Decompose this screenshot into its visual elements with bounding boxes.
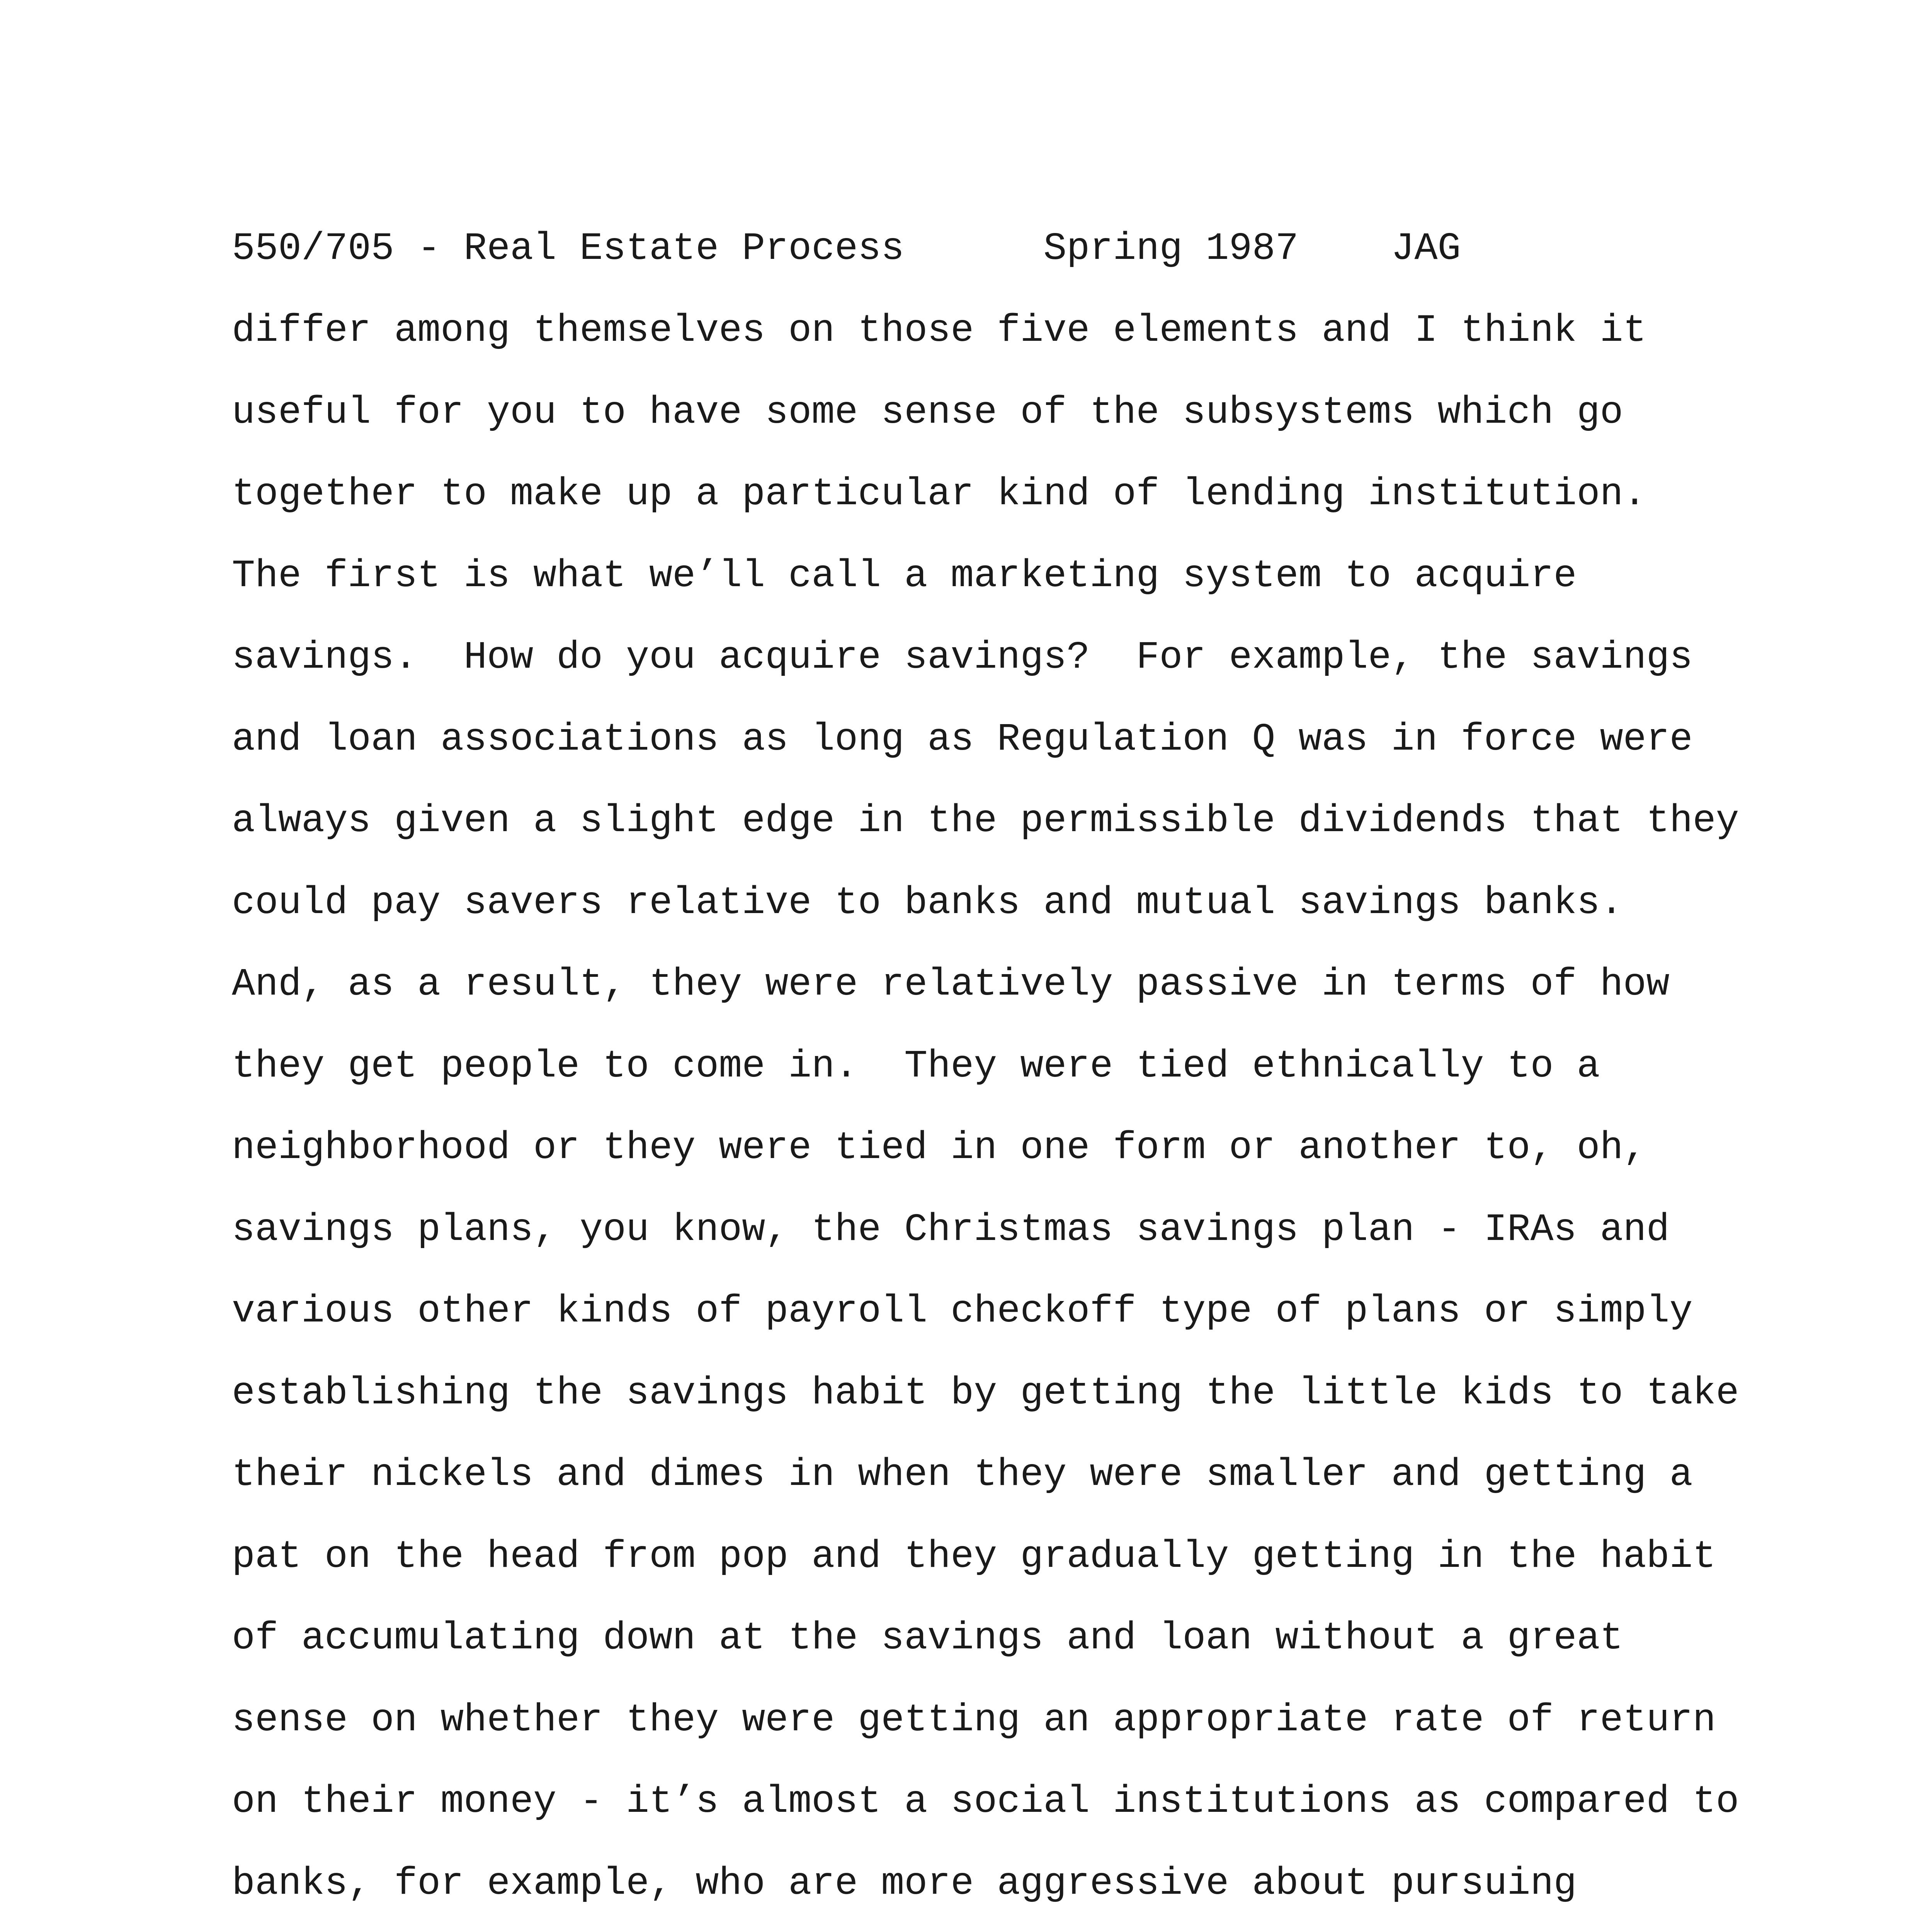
page-header: [232, 226, 1461, 272]
text-line: banks, for example, who are more aggressive about pursuing: [232, 1862, 1577, 1906]
text-line: of accumulating down at the savings and loan without a great: [232, 1617, 1623, 1660]
header-course: 550/705 - Real Estate Process: [232, 227, 905, 271]
text-line: their nickels and dimes in when they were smaller and getting a: [232, 1453, 1693, 1497]
text-line: The first is what we’ll call a marketing system to acquire: [232, 554, 1577, 598]
text-line: And, as a result, they were relatively passive in terms of how: [232, 963, 1670, 1007]
text-line: savings plans, you know, the Christmas savings plan - IRAs and: [232, 1208, 1670, 1252]
text-line: together to make up a particular kind of lending institution.: [232, 473, 1646, 516]
text-line: useful for you to have some sense of the subsystems which go: [232, 391, 1623, 435]
header-term: Spring 1987: [1043, 227, 1299, 271]
text-line: establishing the savings habit by getting the little kids to take: [232, 1371, 1739, 1415]
text-line: always given a slight edge in the permissible dividends that they: [232, 799, 1739, 843]
text-line: they get people to come in. They were tied ethnically to a: [232, 1044, 1600, 1088]
transcript-body: [232, 308, 1855, 1932]
text-line: neighborhood or they were tied in one form or another to, oh,: [232, 1126, 1646, 1170]
text-line: savings. How do you acquire savings? For example, the savings: [232, 636, 1693, 680]
text-line: pat on the head from pop and they gradually getting in the habit: [232, 1535, 1716, 1579]
text-line: sense on whether they were getting an appropriate rate of return: [232, 1698, 1716, 1742]
text-line: and loan associations as long as Regulation Q was in force were: [232, 718, 1693, 762]
text-line: various other kinds of payroll checkoff type of plans or simply: [232, 1290, 1693, 1333]
text-line: differ among themselves on those five elements and I think it: [232, 309, 1646, 353]
text-line: on their money - it’s almost a social institutions as compared to: [232, 1780, 1739, 1824]
text-line: could pay savers relative to banks and mutual savings banks.: [232, 881, 1623, 925]
header-initials: JAG: [1391, 227, 1461, 271]
